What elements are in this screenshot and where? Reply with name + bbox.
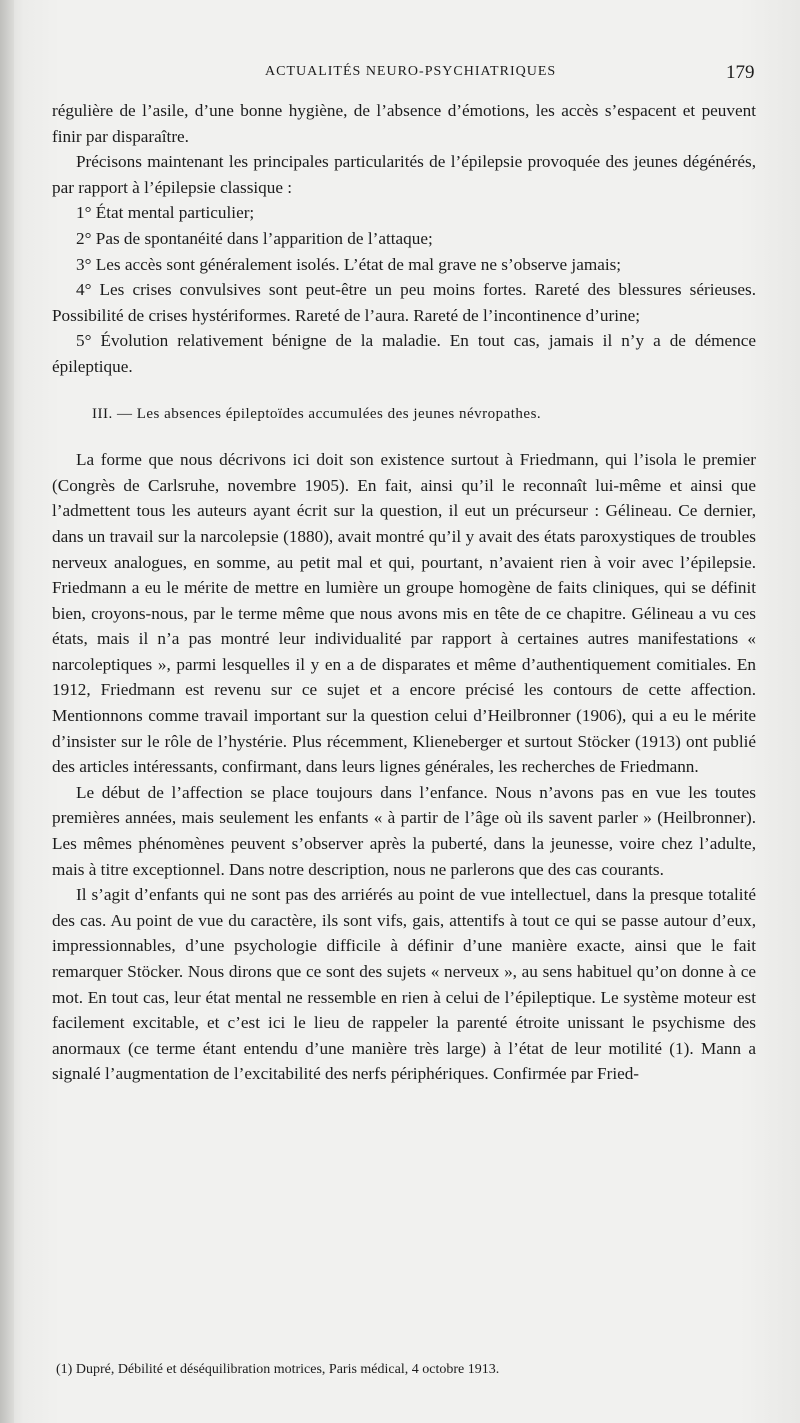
list-item: 2° Pas de spontanéité dans l’apparition de l’attaque;	[76, 228, 433, 248]
running-title: ACTUALITÉS NEURO-PSYCHIATRIQUES	[265, 64, 557, 79]
paragraph: régulière de l’asile, d’une bonne hygiène, de l’absence d’émotions, les accès s’espacent et peuvent finir par disparaître.	[52, 101, 756, 146]
page-number: 179	[726, 62, 755, 83]
page-gutter-shadow	[0, 0, 14, 1423]
footnote-text: Dupré, Débilité et déséquilibration motrices, Paris médical, 4 octobre 1913.	[75, 1362, 500, 1377]
list-item: 3° Les accès sont généralement isolés. L’état de mal grave ne s’observe jamais;	[76, 254, 622, 274]
list-item: 5° Évolution relativement bénigne de la maladie. En tout cas, jamais il n’y a de démence épileptique.	[52, 331, 756, 376]
paragraph: La forme que nous décrivons ici doit son existence surtout à Friedmann, qui l’isola le premier (Congrès de Carlsruhe, novembre 1905). En fait, ainsi qu’il le reconnaît lui-même et ainsi que l’admettent tous les auteurs ayant écrit sur la question, il eut un précurseur : Gélineau. Ce dernier, dans un travail sur la narcolepsie (1880), avait montré qu’il y avait des états paroxystiques de troubles nerveux analogues, en somme, au petit mal et qui, pourtant, n’avaient rien à voir avec l’épilepsie. Friedmann a eu le mérite de mettre en lumière un groupe homogène de faits cliniques, qui se définit bien, croyons-nous, par le terme même que nous avons mis en tête de ce chapitre. Gélineau a vu ces états, mais il n’a pas montré leur individualité par rapport à certaines autres manifestations « narcoleptiques », parmi lesquelles il y en a de disparates et même d’authentiquement comitiales. En 1912, Friedmann est revenu sur ce sujet et a encore précisé les contours de cette affection. Mentionnons comme travail important sur la question celui d’Heilbronner (1906), qui a eu le mérite d’insister sur le rôle de l’hystérie. Plus récemment, Klieneberger et surtout Stöcker (1913) ont publié des articles intéressants, confirmant, dans leurs lignes générales, les recherches de Friedmann.	[52, 450, 756, 777]
footnote	[56, 1360, 756, 1380]
footnote-mark: (1)	[56, 1362, 73, 1377]
page-header	[0, 62, 800, 84]
body-text	[52, 98, 756, 1087]
section-heading: III. — Les absences épileptoïdes accumulées des jeunes névropathes.	[92, 405, 542, 422]
list-item: 1° État mental particulier;	[76, 203, 255, 223]
paragraph: Précisons maintenant les principales particularités de l’épilepsie provoquée des jeunes dégénérés, par rapport à l’épilepsie classique :	[52, 152, 756, 197]
paragraph: Il s’agit d’enfants qui ne sont pas des arriérés au point de vue intellectuel, dans la presque totalité des cas. Au point de vue du caractère, ils sont vifs, gais, attentifs à tout ce qui se passe autour d’eux, impressionnables, d’une psychologie difficile à définir d’une manière exacte, ainsi que le fait remarquer Stöcker. Nous dirons que ce sont des sujets « nerveux », au sens habituel qu’on donne à ce mot. En tout cas, leur état mental ne ressemble en rien à celui de l’épileptique. Le système moteur est facilement excitable, et c’est ici le lieu de rappeler la parenté étroite unissant le psychisme des anormaux (ce terme étant entendu d’une manière très large) à l’état de leur motilité (1). Mann a signalé l’augmentation de l’excitabilité des nerfs périphériques. Confirmée par Fried-	[52, 885, 756, 1084]
list-item: 4° Les crises convulsives sont peut-être un peu moins fortes. Rareté des blessures sérieuses. Possibilité de crises hystériformes. Rareté de l’aura. Rareté de l’incontinence d’urine;	[52, 280, 756, 325]
paragraph: Le début de l’affection se place toujours dans l’enfance. Nous n’avons pas en vue les toutes premières années, mais seulement les enfants « à partir de l’âge où ils savent parler » (Heilbronner). Les mêmes phénomènes peuvent s’observer après la puberté, dans la jeunesse, voire chez l’adulte, mais à titre exceptionnel. Dans notre description, nous ne parlerons que des cas courants.	[52, 782, 756, 879]
